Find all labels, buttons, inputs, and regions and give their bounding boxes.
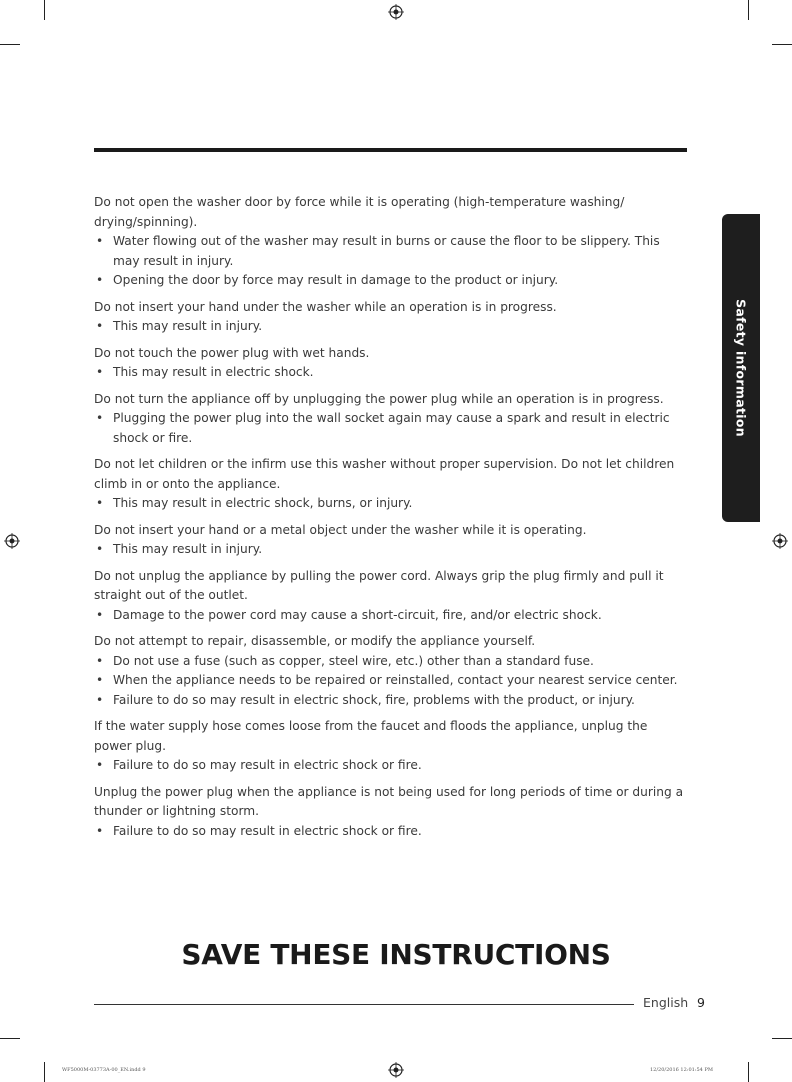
bullet-item: • Plugging the power plug into the wall socket again may cause a spark and result in electric shock or fire. (94, 409, 684, 448)
warning-text: Do not let children or the infirm use this washer without proper supervision. Do not let children climb in or onto the appliance. (94, 457, 675, 491)
bullet-item: • Do not use a fuse (such as copper, steel wire, etc.) other than a standard fuse. (94, 652, 684, 672)
bullet-item: • This may result in injury. (94, 540, 684, 560)
save-instructions-heading: SAVE THESE INSTRUCTIONS (181, 938, 611, 971)
warning-text: Do not turn the appliance off by unplugging the power plug while an operation is in progress. (94, 391, 664, 406)
warning-section (94, 521, 684, 560)
warning-section (94, 298, 684, 337)
warning-section (94, 455, 684, 514)
warning-text: Do not open the washer door by force while it is operating (high-temperature washing/ drying/spinning). (94, 195, 625, 229)
bullet-list (94, 494, 684, 514)
crop-mark (44, 0, 45, 20)
bullet-item: • When the appliance needs to be repaired or reinstalled, contact your nearest service center. (94, 671, 684, 691)
bullet-item: • Failure to do so may result in electric shock or fire. (94, 756, 684, 776)
warning-text: Do not insert your hand or a metal object under the washer while it is operating. (94, 522, 587, 537)
registration-mark-icon (388, 4, 404, 20)
safety-content (94, 193, 684, 848)
warning-text: Do not attempt to repair, disassemble, or modify the appliance yourself. (94, 634, 536, 648)
print-slug-date: 12/20/2016 12:01:54 PM (650, 1067, 713, 1073)
warning-section (94, 193, 684, 291)
bullet-item: • Opening the door by force may result in damage to the product or injury. (94, 271, 684, 291)
warning-section (94, 717, 684, 776)
warning-text: If the water supply hose comes loose from the faucet and floods the appliance, unplug the power plug. (94, 719, 648, 753)
bullet-item: • Damage to the power cord may cause a short-circuit, fire, and/or electric shock. (94, 606, 684, 626)
footer-language: English (643, 995, 689, 1010)
warning-text: Unplug the power plug when the appliance is not being used for long periods of time or during a thunder or lightning storm. (94, 784, 684, 818)
warning-text: Do not unplug the appliance by pulling the power cord. Always grip the plug firmly and pull it straight out of the outlet. (94, 568, 664, 602)
crop-mark (748, 0, 749, 20)
page-number: 9 (697, 995, 705, 1010)
crop-mark (0, 44, 20, 45)
warning-text: Do not insert your hand under the washer while an operation is in progress. (94, 299, 557, 314)
bullet-list (94, 232, 684, 291)
print-slug-file: WF5000M-03773A-00_EN.indd 9 (62, 1067, 146, 1073)
crop-mark (44, 1062, 45, 1082)
crop-mark (0, 1038, 20, 1039)
bullet-list (94, 409, 684, 448)
bullet-item: • Failure to do so may result in electric shock, fire, problems with the product, or injury. (94, 691, 684, 711)
bullet-list (94, 652, 684, 711)
side-tab-label: Safety information (733, 299, 749, 437)
bullet-item: • This may result in injury. (94, 317, 684, 337)
warning-section (94, 567, 684, 626)
warning-section (94, 783, 684, 842)
bullet-item: • Failure to do so may result in electric shock or fire. (94, 822, 684, 842)
registration-mark-icon (772, 533, 788, 549)
bullet-list (94, 363, 684, 383)
registration-mark-icon (4, 533, 20, 549)
crop-mark (772, 44, 792, 45)
bullet-list (94, 822, 684, 842)
bullet-item: • This may result in electric shock. (94, 363, 684, 383)
footer-rule (94, 1004, 634, 1005)
bullet-list (94, 756, 684, 776)
crop-mark (772, 1038, 792, 1039)
bullet-item: • This may result in electric shock, burns, or injury. (94, 494, 684, 514)
bullet-list (94, 606, 684, 626)
header-rule (94, 148, 687, 152)
registration-mark-icon (388, 1062, 404, 1078)
warning-section (94, 390, 684, 449)
warning-section (94, 344, 684, 383)
bullet-item: • Water flowing out of the washer may result in burns or cause the floor to be slippery. This may result in injury. (94, 232, 684, 271)
warning-text: Do not touch the power plug with wet hands. (94, 345, 370, 360)
bullet-list (94, 317, 684, 337)
bullet-list (94, 540, 684, 560)
warning-section (94, 632, 684, 710)
crop-mark (748, 1062, 749, 1082)
